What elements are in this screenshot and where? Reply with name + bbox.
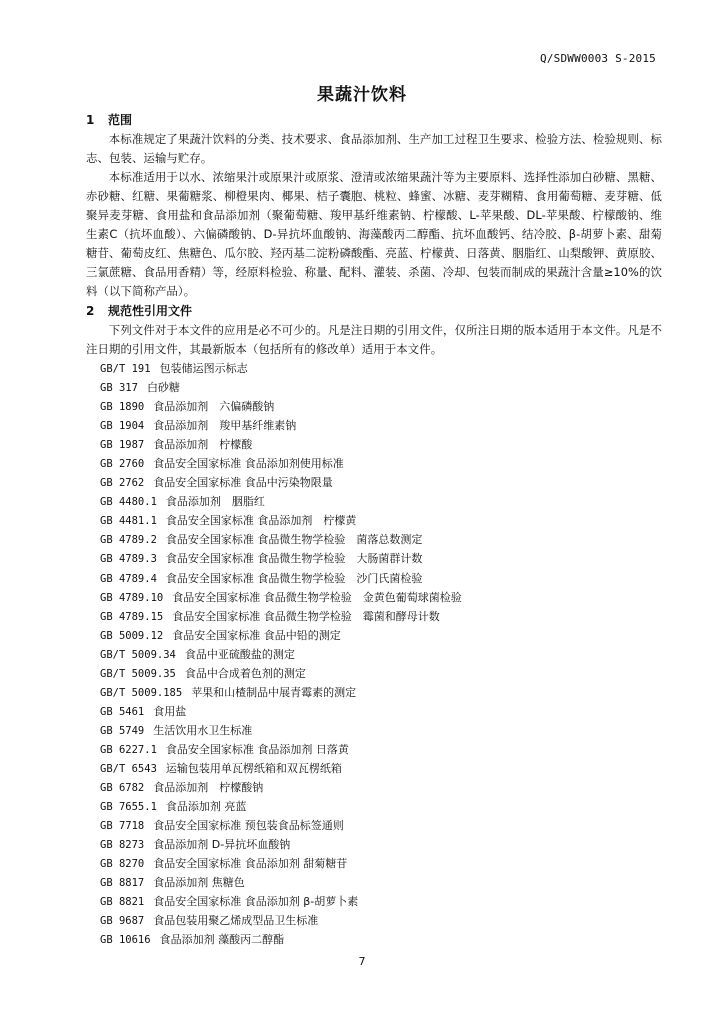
reference-code: GB 4481.1 <box>100 515 157 528</box>
paragraph: 本标准规定了果蔬汁饮料的分类、技术要求、食品添加剂、生产加工过程卫生要求、检验方法、检验规则、标志、包装、运输与贮存。 <box>86 132 662 165</box>
reference-code: GB 8273 <box>100 839 145 852</box>
paragraph: 下列文件对于本文件的应用是必不可少的。凡是注日期的引用文件，仅所注日期的版本适用于本文件。凡是不注日期的引用文件，其最新版本（包括所有的修改单）适用于本文件。 <box>86 323 662 356</box>
reference-code: GB 6227.1 <box>100 743 157 756</box>
reference-item <box>86 664 662 683</box>
reference-item <box>86 569 662 588</box>
reference-item <box>86 778 662 797</box>
reference-code: GB/T 5009.35 <box>100 667 176 680</box>
reference-item <box>86 930 662 949</box>
reference-code: GB 6782 <box>100 782 145 795</box>
reference-item <box>86 759 662 778</box>
reference-title: 食品安全国家标准 食品微生物学检验 沙门氏菌检验 <box>165 571 423 585</box>
reference-title: 食品中亚硫酸盐的测定 <box>184 647 295 661</box>
reference-code: GB/T 5009.185 <box>100 686 183 699</box>
reference-item <box>86 397 662 416</box>
reference-code: GB/T 5009.34 <box>100 648 176 661</box>
reference-title: 食品包装用聚乙烯成型品卫生标准 <box>153 914 319 928</box>
reference-item <box>86 911 662 930</box>
reference-title: 食品添加剂 D-异抗坏血酸钠 <box>153 838 291 852</box>
section-normative-references <box>86 301 662 949</box>
page-number: 7 <box>358 955 366 968</box>
reference-item <box>86 530 662 549</box>
reference-code: GB 7718 <box>100 820 145 833</box>
document-body <box>86 110 662 949</box>
reference-title: 食品添加剂 六偏磷酸钠 <box>153 400 275 414</box>
reference-title: 食品添加剂 羧甲基纤维素钠 <box>153 419 297 433</box>
reference-code: GB 1987 <box>100 439 145 452</box>
reference-item <box>86 626 662 645</box>
reference-title: 白砂糖 <box>146 381 180 395</box>
reference-item <box>86 892 662 911</box>
reference-item <box>86 873 662 892</box>
reference-title: 食品安全国家标准 食品微生物学检验 大肠菌群计数 <box>165 552 423 566</box>
paragraph: 本标准适用于以水、浓缩果汁或原果汁或原浆、澄清或浓缩果蔬汁等为主要原料、选择性添加白砂糖、黑糖、赤砂糖、红糖、果葡糖浆、柳橙果肉、椰果、桔子囊胞、桃粒、蜂蜜、冰糖、麦芽糊精、食用葡萄糖、麦芽糖、低聚异麦芽糖、食用盐和食品添加剂（聚葡萄糖、羧甲基纤维素钠、柠檬酸、L-苹果酸、DL-苹果酸、柠檬酸钠、维生素C（抗坏血酸）、六偏磷酸钠、D-异抗坏血酸钠、海藻酸丙二醇酯、抗坏血酸钙、结冷胶、β-胡萝卜素、甜菊糖苷、葡萄皮红、焦糖色、瓜尔胶、羟丙基二淀粉磷酸酯、亮蓝、柠檬黄、日落黄、胭脂红、山梨酸钾、黄原胶、三氯蔗糖、食品用香精）等，经原料检验、称量、配料、灌装、杀菌、冷却、包装而制成的果蔬汁含量≥10%的饮料（以下简称产品）。 <box>86 170 662 298</box>
reference-item <box>86 435 662 454</box>
reference-title: 食品添加剂 焦糖色 <box>153 876 245 890</box>
reference-item <box>86 740 662 759</box>
reference-code: GB 4789.3 <box>100 553 157 566</box>
reference-title: 包装储运图示标志 <box>159 362 248 375</box>
reference-item <box>86 683 662 702</box>
reference-title: 食品安全国家标准 食品添加剂 柠檬黄 <box>165 514 357 528</box>
reference-code: GB 317 <box>100 382 138 395</box>
reference-code: GB 1904 <box>100 420 145 433</box>
reference-code: GB/T 191 <box>100 363 151 375</box>
reference-title: 食品添加剂 藻酸丙二醇酯 <box>159 933 285 947</box>
reference-title: 苹果和山楂制品中展青霉素的测定 <box>191 685 357 699</box>
reference-code: GB 8821 <box>100 896 145 909</box>
document-code: Q/SDWW0003 S-2015 <box>540 52 656 65</box>
section-scope <box>86 110 662 301</box>
section-heading <box>86 110 662 130</box>
reference-title: 食品安全国家标准 食品中铅的测定 <box>172 628 341 642</box>
reference-item <box>86 492 662 511</box>
section-title: 规范性引用文件 <box>108 304 193 318</box>
reference-item <box>86 416 662 435</box>
reference-item <box>86 378 662 397</box>
reference-list <box>86 359 662 949</box>
reference-title: 食品安全国家标准 食品微生物学检验 金黄色葡萄球菌检验 <box>172 590 462 604</box>
reference-title: 运输包装用单瓦楞纸箱和双瓦楞纸箱 <box>165 761 342 775</box>
reference-code: GB 5009.12 <box>100 629 164 642</box>
reference-title: 食品安全国家标准 食品微生物学检验 菌落总数测定 <box>165 533 423 547</box>
reference-title: 食品安全国家标准 预包装食品标签通则 <box>153 819 344 833</box>
reference-title: 食品添加剂 亮蓝 <box>165 800 247 814</box>
reference-item <box>86 854 662 873</box>
reference-code: GB 7655.1 <box>100 801 157 814</box>
reference-title: 生活饮用水卫生标准 <box>153 723 253 737</box>
reference-code: GB 1890 <box>100 401 145 414</box>
reference-item <box>86 511 662 530</box>
reference-item <box>86 454 662 473</box>
reference-title: 食品安全国家标准 食品添加剂使用标准 <box>153 457 344 471</box>
reference-code: GB 4789.15 <box>100 610 164 623</box>
reference-title: 食品安全国家标准 食品添加剂 β-胡萝卜素 <box>153 895 359 909</box>
section-number: 2 <box>86 304 95 318</box>
reference-item <box>86 607 662 626</box>
reference-item <box>86 359 662 378</box>
reference-title: 食品安全国家标准 食品微生物学检验 霉菌和酵母计数 <box>172 609 440 623</box>
reference-title: 食用盐 <box>153 704 187 718</box>
reference-code: GB 4789.10 <box>100 591 164 604</box>
reference-title: 食品安全国家标准 食品添加剂 甜菊糖苷 <box>153 857 348 871</box>
reference-item <box>86 835 662 854</box>
document-title: 果蔬汁饮料 <box>317 85 407 105</box>
reference-code: GB 4789.2 <box>100 534 157 547</box>
reference-title: 食品中合成着色剂的测定 <box>184 666 306 680</box>
reference-code: GB 4789.4 <box>100 572 157 585</box>
reference-code: GB 2762 <box>100 477 145 490</box>
reference-item <box>86 645 662 664</box>
section-title: 范围 <box>108 113 133 127</box>
reference-code: GB/T 6543 <box>100 762 157 775</box>
reference-code: GB 2760 <box>100 458 145 471</box>
reference-code: GB 8270 <box>100 858 145 871</box>
reference-item <box>86 549 662 568</box>
section-heading <box>86 301 662 321</box>
reference-code: GB 9687 <box>100 915 145 928</box>
reference-title: 食品添加剂 柠檬酸钠 <box>153 781 264 795</box>
section-number: 1 <box>86 113 95 127</box>
reference-title: 食品添加剂 胭脂红 <box>165 495 265 509</box>
reference-item <box>86 797 662 816</box>
reference-item <box>86 702 662 721</box>
reference-title: 食品安全国家标准 食品添加剂 日落黄 <box>165 742 349 756</box>
reference-item <box>86 816 662 835</box>
reference-code: GB 4480.1 <box>100 496 157 509</box>
reference-title: 食品添加剂 柠檬酸 <box>153 438 253 452</box>
reference-code: GB 5461 <box>100 705 145 718</box>
reference-item <box>86 588 662 607</box>
reference-item <box>86 473 662 492</box>
reference-code: GB 5749 <box>100 724 145 737</box>
reference-title: 食品安全国家标准 食品中污染物限量 <box>153 476 333 490</box>
reference-code: GB 10616 <box>100 934 151 947</box>
reference-code: GB 8817 <box>100 877 145 890</box>
reference-item <box>86 721 662 740</box>
